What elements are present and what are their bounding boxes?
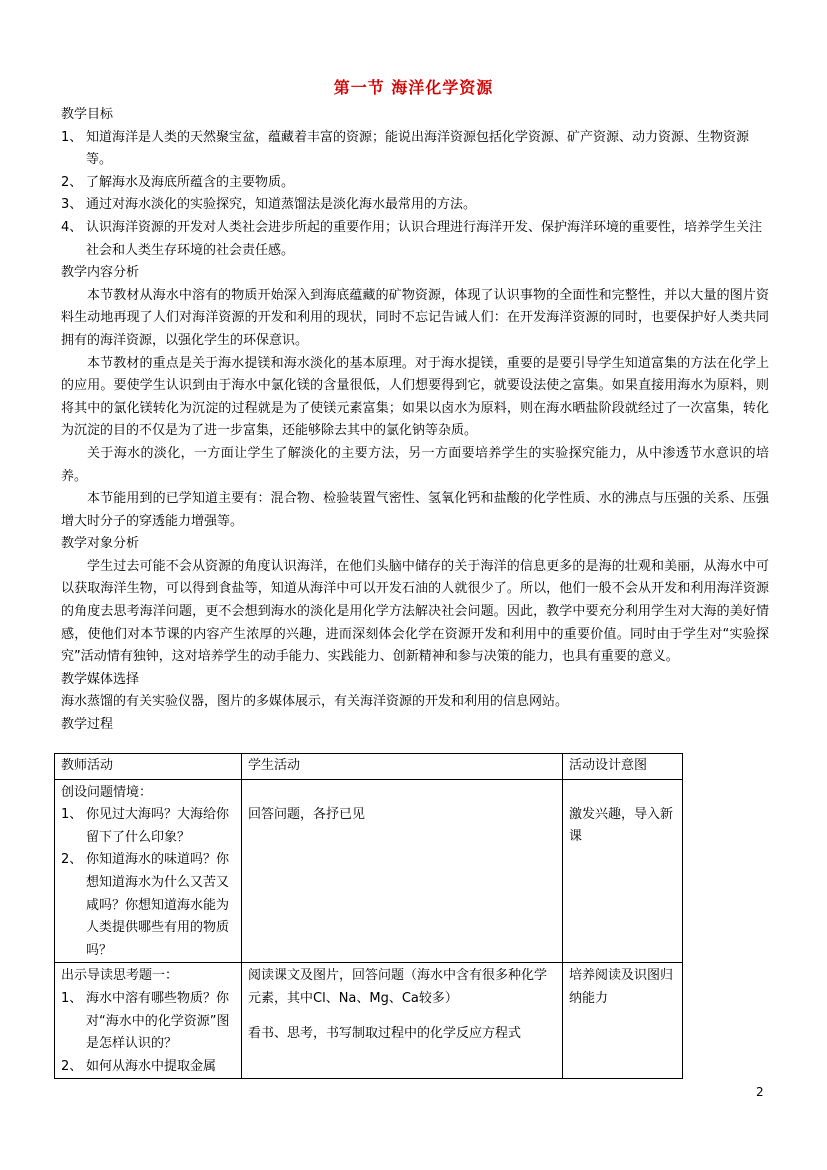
teaching-process-table xyxy=(54,753,683,1079)
cell-text: 回答问题，各抒已见 xyxy=(248,806,366,822)
cell-title: 出示导读思考题一： xyxy=(61,968,179,984)
cell-text: 培养阅读及识图归纳能力 xyxy=(569,968,674,1006)
list-number: 2、 xyxy=(61,174,83,190)
list-number: 3、 xyxy=(61,197,83,213)
cell-text: 激发兴趣，导入新课 xyxy=(569,806,674,845)
table-header-row xyxy=(55,754,683,780)
paragraph: 学生过去可能不会从资源的角度认识海洋，在他们头脑中储存的关于海洋的信息更多的是海的壮观和美丽，从海水中可以获取海洋生物，可以得到食盐等，知道从海洋中可以开发石油的人就很少了。所以，他们一般不会从开发和利用海洋资源的角度去思考海洋问题，更不会想到海水的淡化是用化学方法解决社会问题。因此，教学中要充分利用学生对大海的美好情感，使他们对本节课的内容产生浓厚的兴趣，进而深刻体会化学在资源开发和利用中的重要价值。同时由于学生对“实验探究”活动情有独钟，这对培养学生的动手能力、实践能力、创新精神和参与决策的能力，也具有重要的意义。 xyxy=(61,558,769,665)
question-list xyxy=(61,988,235,1078)
list-text: 知道海洋是人类的天然聚宝盆，蕴藏着丰富的资源；能说出海洋资源包括化学资源、矿产资源、动力资源、生物资源等。 xyxy=(86,129,750,168)
table-cell-intent xyxy=(563,963,683,1079)
question-list xyxy=(61,804,235,962)
list-text: 海水中溶有哪些物质？你对“海水中的化学资源”图是怎样认识的？ xyxy=(86,990,230,1052)
table-header-cell: 活动设计意图 xyxy=(563,754,683,780)
section-heading-content-analysis: 教学内容分析 xyxy=(61,265,140,281)
list-number: 1、 xyxy=(61,129,83,145)
list-item xyxy=(61,849,235,962)
paragraph: 海水蒸馏的有关实验仪器，图片的多媒体展示，有关海洋资源的开发和利用的信息网站。 xyxy=(61,694,569,710)
list-text: 了解海水及海底所蕴含的主要物质。 xyxy=(86,174,295,190)
table-row xyxy=(55,963,683,1079)
list-number: 1、 xyxy=(61,807,83,823)
table-cell-teacher xyxy=(55,963,242,1079)
list-item xyxy=(61,217,769,262)
list-item xyxy=(61,804,235,849)
table-header-cell: 学生活动 xyxy=(242,754,563,780)
table-cell-teacher xyxy=(55,779,242,963)
list-item xyxy=(61,194,769,217)
paragraph: 本节能用到的已学知道主要有：混合物、检验装置气密性、氢氧化钙和盐酸的化学性质、水的沸点与压强的关系、压强增大时分子的穿透能力增强等。 xyxy=(61,491,769,529)
list-text: 如何从海水中提取金属 xyxy=(86,1058,217,1074)
section-heading-learner-analysis: 教学对象分析 xyxy=(61,536,140,552)
list-number: 1、 xyxy=(61,990,83,1006)
table-header-cell: 教师活动 xyxy=(55,754,242,780)
table-cell-intent xyxy=(563,779,683,963)
section-heading-process: 教学过程 xyxy=(61,717,114,733)
table-row xyxy=(55,779,683,963)
paragraph: 本节教材从海水中溶有的物质开始深入到海底蕴藏的矿物资源，体现了认识事物的全面性和完整性，并以大量的图片资料生动地再现了人们对海洋资源的开发和利用的现状，同时不忘记告诫人们：在开发海洋资源的同时，也要保护好人类共同拥有的海洋资源，以强化学生的环保意识。 xyxy=(61,287,769,348)
list-number: 2、 xyxy=(61,1058,83,1074)
list-item xyxy=(61,127,769,172)
list-number: 2、 xyxy=(61,852,83,868)
table-cell-student xyxy=(242,963,563,1079)
paragraph: 关于海水的淡化，一方面让学生了解淡化的主要方法，另一方面要培养学生的实验探究能力，从中渗透节水意识的培养。 xyxy=(61,445,769,484)
list-item xyxy=(61,172,769,195)
list-item xyxy=(61,988,235,1056)
list-item xyxy=(61,1056,235,1079)
objectives-list xyxy=(61,127,769,263)
cell-text: 看书、思考，书写制取过程中的化学反应方程式 xyxy=(248,1025,522,1041)
list-number: 4、 xyxy=(61,219,83,235)
list-text: 你见过大海吗？大海给你留下了什么印象？ xyxy=(86,807,230,845)
list-text: 通过对海水淡化的实验探究，知道蒸馏法是淡化海水最常用的方法。 xyxy=(86,197,477,213)
document-body xyxy=(61,104,769,737)
cell-title: 创设问题情境： xyxy=(61,784,153,800)
list-text: 你知道海水的味道吗？你想知道海水为什么又苦又咸吗？你想知道海水能为人类提供哪些有用的物质吗？ xyxy=(86,852,230,958)
section-heading-objectives: 教学目标 xyxy=(61,107,114,122)
table-cell-student xyxy=(242,779,563,963)
cell-text: 阅读课文及图片，回答问题（海水中含有很多种化学元素，其中Cl、Na、Mg、Ca较多） xyxy=(248,968,548,1006)
page-title: 第一节 海洋化学资源 xyxy=(333,78,494,97)
page-number: 2 xyxy=(756,1085,764,1099)
list-text: 认识海洋资源的开发对人类社会进步所起的重要作用；认识合理进行海洋开发、保护海洋环境的重要性，培养学生关注社会和人类生存环境的社会责任感。 xyxy=(86,219,763,258)
section-heading-media: 教学媒体选择 xyxy=(61,671,140,687)
paragraph: 本节教材的重点是关于海水提镁和海水淡化的基本原理。对于海水提镁，重要的是要引导学生知道富集的方法在化学上的应用。要使学生认识到由于海水中氯化镁的含量很低，人们想要得到它，就要设法使之富集。如果直接用海水为原料，则将其中的氯化镁转化为沉淀的过程就是为了使镁元素富集；如果以卤水为原料，则在海水晒盐阶段就经过了一次富集，转化为沉淀的目的不仅是为了进一步富集，还能够除去其中的氯化钠等杂质。 xyxy=(61,355,769,439)
